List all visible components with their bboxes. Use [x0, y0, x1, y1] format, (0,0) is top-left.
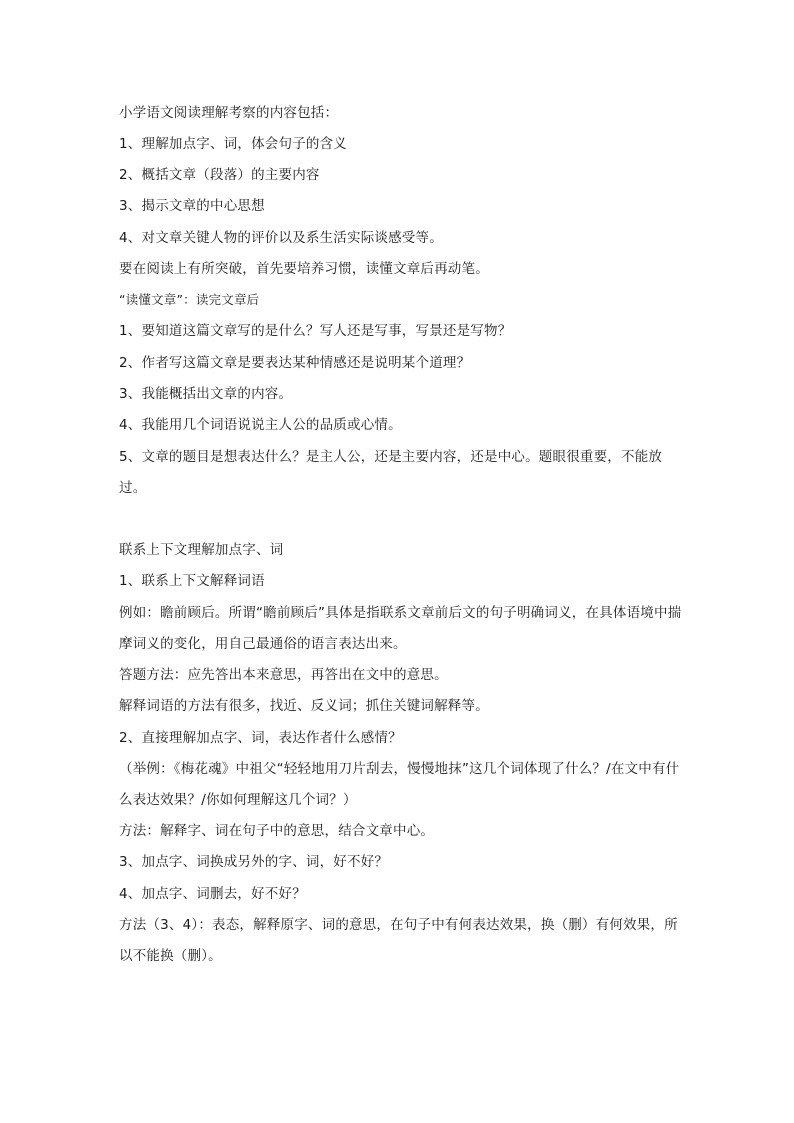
content-item-1: 1、理解加点字、词，体会句子的含义 [119, 136, 347, 152]
content-item-4: 4、对文章关键人物的评价以及系生活实际谈感受等。 [119, 230, 443, 246]
context-heading: 联系上下文理解加点字、词 [119, 542, 284, 558]
example-text: 例如：瞻前顾后。所谓“瞻前顾后”具体是指联系文章前后文的句子明确词义，在具体语境中揣摩词义的变化，用自己最通俗的语言表达出来。 [119, 605, 682, 652]
context-sub-1: 1、联系上下文解释词语 [119, 573, 265, 589]
content-item-2: 2、概括文章（段落）的主要内容 [119, 167, 320, 183]
example-2: （举例：《梅花魂》中祖父“轻轻地用刀片刮去，慢慢地抹”这几个词体现了什么？/在文中有什么表达效果？/你如何理解这几个词？） [119, 761, 680, 808]
reading-heading: “读懂文章”：读完文章后 [119, 292, 260, 307]
method-3: 方法：解释字、词在句子中的意思，结合文章中心。 [119, 823, 435, 839]
method-2: 解释词语的方法有很多，找近、反义词；抓住关键词解释等。 [119, 698, 489, 714]
reading-item-5: 5、文章的题目是想表达什么？是主人公，还是主要内容，还是中心。题眼很重要，不能放过。 [119, 449, 663, 496]
reading-item-4: 4、我能用几个词语说说主人公的品质或心情。 [119, 417, 402, 433]
context-sub-2: 2、直接理解加点字、词，表达作者什么感情？ [119, 730, 402, 746]
reading-item-2: 2、作者写这篇文章是要表达某种情感还是说明某个道理？ [119, 355, 471, 371]
context-sub-4: 4、加点字、词删去，好不好？ [119, 886, 306, 902]
reading-item-3: 3、我能概括出文章的内容。 [119, 386, 293, 402]
context-sub-3: 3、加点字、词换成另外的字、词，好不好？ [119, 854, 389, 870]
advice-text: 要在阅读上有所突破，首先要培养习惯，读懂文章后再动笔。 [119, 261, 489, 277]
method-4: 方法（3、4）：表态，解释原字、词的意思，在句子中有何表达效果，换（删）有何效果，所以不能换（删）。 [119, 917, 678, 964]
reading-item-1: 1、要知道这篇文章写的是什么？写人还是写事，写景还是写物？ [119, 323, 512, 339]
method-1: 答题方法：应先答出本来意思，再答出在文中的意思。 [119, 667, 448, 683]
intro-text: 小学语文阅读理解考察的内容包括： [119, 105, 339, 121]
content-item-3: 3、揭示文章的中心思想 [119, 198, 265, 214]
